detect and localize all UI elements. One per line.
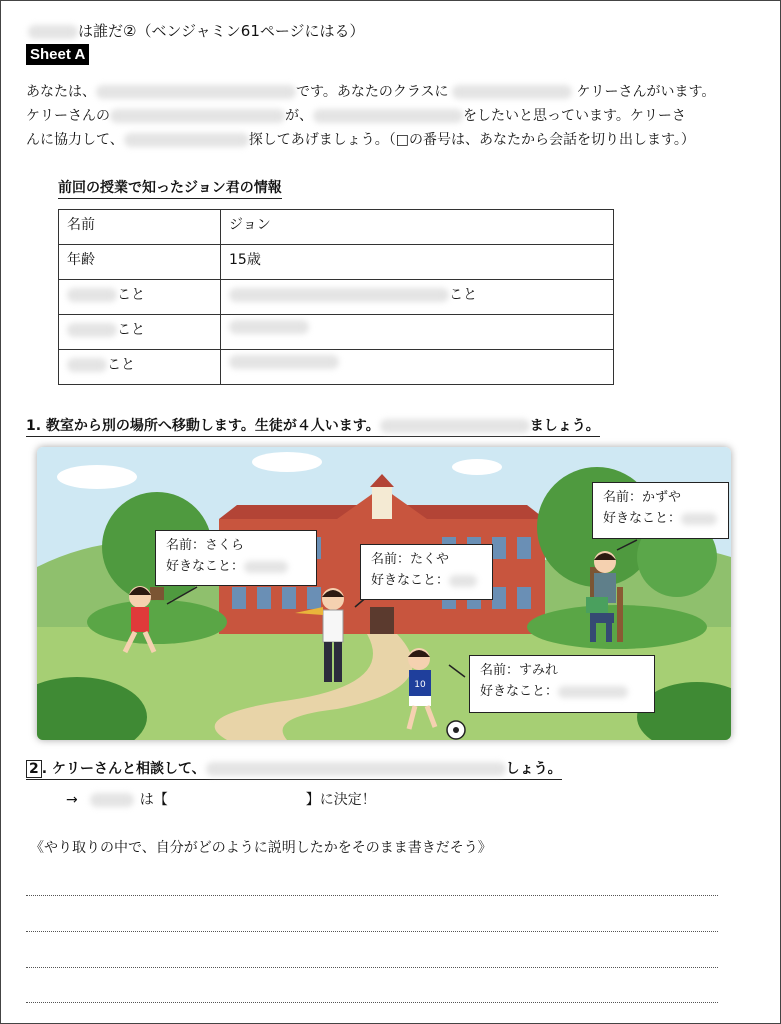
- speech-bubble-sakura: 名前：さくら 好きなこと：: [155, 530, 317, 586]
- title-text: は誰だ②（ベンジャミン61ページにはる）: [78, 22, 365, 40]
- redacted-text: [206, 762, 506, 776]
- intro-line-3: んに協力して、 探してあげましょう。（□の番号は、あなたから会話を切り出します。）: [26, 132, 695, 148]
- speech-bubble-kazuya: 名前：かずや 好きなこと：: [592, 482, 729, 539]
- table-cell-label: こと: [59, 315, 221, 350]
- jersey-number: 10: [414, 680, 426, 690]
- redacted-text: [229, 288, 449, 302]
- intro-line-1: あなたは、 です。あなたのクラスに ケリーさんがいます。: [26, 84, 716, 100]
- table-cell-value: 15歳: [221, 245, 614, 280]
- redacted-text: [380, 419, 530, 433]
- redacted-text: [90, 793, 134, 807]
- redacted-text: [558, 686, 628, 698]
- redacted-text: [244, 561, 288, 573]
- table-cell-label: こと: [59, 350, 221, 385]
- table-row: [59, 280, 614, 315]
- question-1: 1. 教室から別の場所へ移動します。生徒が４人います。 ましょう。: [26, 415, 600, 437]
- writing-line[interactable]: [26, 931, 718, 932]
- table-cell-label: 名前: [59, 210, 221, 245]
- table-cell-label: 年齢: [59, 245, 221, 280]
- intro-paragraph: [26, 80, 756, 152]
- redacted-text: [313, 109, 463, 123]
- intro-line-2: ケリーさんの が、 をしたいと思っています。ケリーさ: [26, 108, 686, 124]
- redacted-text: [124, 133, 249, 147]
- table-row: [59, 350, 614, 385]
- redacted-text: [28, 25, 78, 39]
- redacted-text: [96, 85, 296, 99]
- redacted-text: [67, 323, 117, 337]
- table-cell-value: こと: [221, 280, 614, 315]
- writing-line[interactable]: [26, 967, 718, 968]
- sheet-label: Sheet A: [26, 44, 89, 65]
- redacted-text: [681, 513, 717, 525]
- table-cell-value: ジョン: [221, 210, 614, 245]
- redacted-text: [110, 109, 285, 123]
- table-row: [59, 315, 614, 350]
- writing-line[interactable]: [26, 1002, 718, 1003]
- redacted-text: [67, 358, 107, 372]
- table-cell-value: [221, 315, 614, 350]
- worksheet-title: [28, 20, 365, 41]
- speech-bubble-takuya: 名前：たくや 好きなこと：: [360, 544, 493, 600]
- writing-prompt: 《やり取りの中で、自分がどのように説明したかをそのまま書きだそう》: [30, 840, 492, 856]
- redacted-text: [449, 575, 477, 587]
- campus-illustration: [37, 447, 731, 740]
- question-2: 2 . ケリーさんと相談して、 しょう。: [26, 758, 562, 780]
- decision-line: → は【 】に決定！: [66, 792, 376, 808]
- info-heading: 前回の授業で知ったジョン君の情報: [58, 177, 282, 199]
- table-cell-value: [221, 350, 614, 385]
- redacted-text: [229, 355, 339, 369]
- table-row: [59, 245, 614, 280]
- redacted-text: [67, 288, 117, 302]
- speech-bubble-sumire: 名前：すみれ 好きなこと：: [469, 655, 655, 713]
- redacted-text: [229, 320, 309, 334]
- table-row: [59, 210, 614, 245]
- redacted-text: [452, 85, 572, 99]
- info-table: [58, 209, 614, 385]
- table-cell-label: こと: [59, 280, 221, 315]
- question-2-number: 2: [26, 760, 42, 778]
- writing-line[interactable]: [26, 895, 718, 896]
